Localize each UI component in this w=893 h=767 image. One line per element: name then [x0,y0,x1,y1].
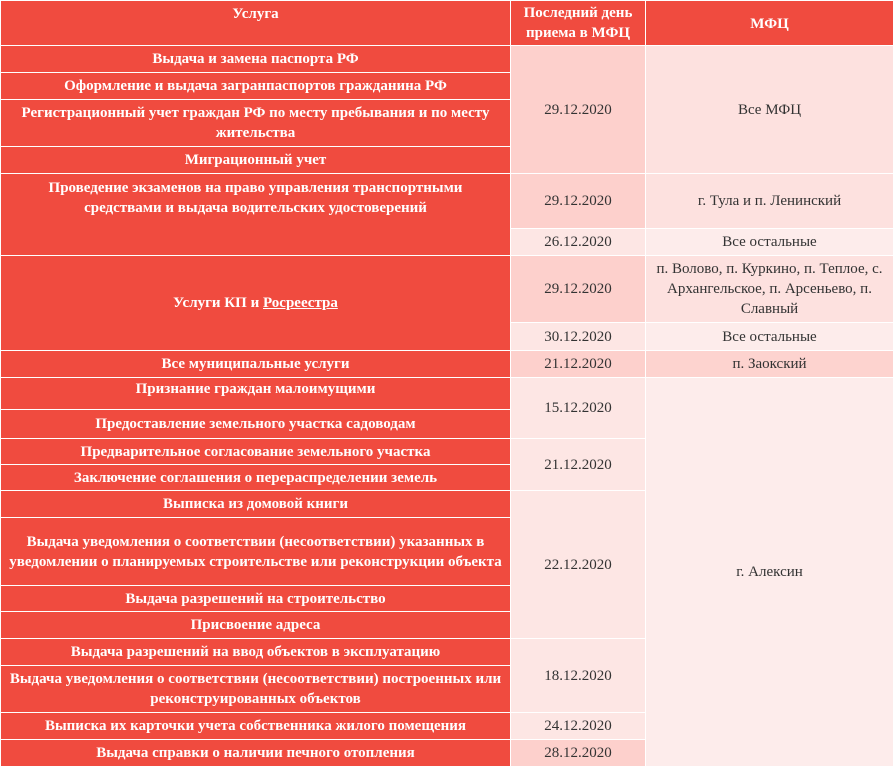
service-cell: Предоставление земельного участка садоводам [1,410,511,439]
service-cell: Присвоение адреса [1,612,511,639]
table-row [1,46,893,73]
mfc-cell: Все остальные [646,229,893,256]
table-row [1,174,893,229]
mfc-cell: п. Волово, п. Куркино, п. Теплое, с. Архангельское, п. Арсеньево, п. Славный [646,256,893,323]
mfc-cell: п. Заокский [646,351,893,378]
rosreestr-link[interactable]: Росреестра [263,295,338,311]
mfc-cell: Все МФЦ [646,46,893,174]
date-cell: 26.12.2020 [511,229,646,256]
mfc-cell: г. Тула и п. Ленинский [646,174,893,229]
service-cell: Выдача уведомления о соответствии (несоответствии) указанных в уведомлении о планируемых строительстве или реконструкции объекта [1,518,511,586]
service-cell: Выдача и замена паспорта РФ [1,46,511,73]
date-cell: 22.12.2020 [511,491,646,639]
service-cell: Выписка их карточки учета собственника жилого помещения [1,713,511,740]
service-cell: Выдача разрешений на ввод объектов в эксплуатацию [1,639,511,666]
service-cell: Предварительное согласование земельного участка [1,439,511,465]
date-cell: 29.12.2020 [511,174,646,229]
date-cell: 21.12.2020 [511,439,646,491]
service-cell [1,256,511,351]
service-cell: Выписка из домовой книги [1,491,511,518]
date-cell: 24.12.2020 [511,713,646,740]
table-row [1,256,893,323]
service-cell: Заключение соглашения о перераспределении земель [1,465,511,491]
service-cell: Признание граждан малоимущими [1,378,511,410]
table-header-row [1,1,893,46]
date-cell: 29.12.2020 [511,46,646,174]
table-row [1,351,893,378]
service-cell: Выдача уведомления о соответствии (несоответствии) построенных или реконструированных объектов [1,666,511,713]
service-text: Услуги КП и [173,295,263,311]
service-cell: Выдача разрешений на строительство [1,586,511,612]
service-cell: Регистрационный учет граждан РФ по месту пребывания и по месту жительства [1,100,511,147]
date-cell: 29.12.2020 [511,256,646,323]
header-mfc: МФЦ [646,1,893,46]
header-service: Услуга [1,1,511,46]
date-cell: 18.12.2020 [511,639,646,713]
service-cell: Миграционный учет [1,147,511,174]
table-row [1,378,893,410]
mfc-cell: г. Алексин [646,378,893,767]
header-date: Последний день приема в МФЦ [511,1,646,46]
service-cell: Оформление и выдача загранпаспортов гражданина РФ [1,73,511,100]
service-cell: Проведение экзаменов на право управления транспортными средствами и выдача водительских удостоверений [1,174,511,256]
date-cell: 28.12.2020 [511,740,646,767]
date-cell: 21.12.2020 [511,351,646,378]
date-cell: 15.12.2020 [511,378,646,439]
service-cell: Все муниципальные услуги [1,351,511,378]
service-cell: Выдача справки о наличии печного отопления [1,740,511,767]
date-cell: 30.12.2020 [511,323,646,351]
mfc-cell: Все остальные [646,323,893,351]
